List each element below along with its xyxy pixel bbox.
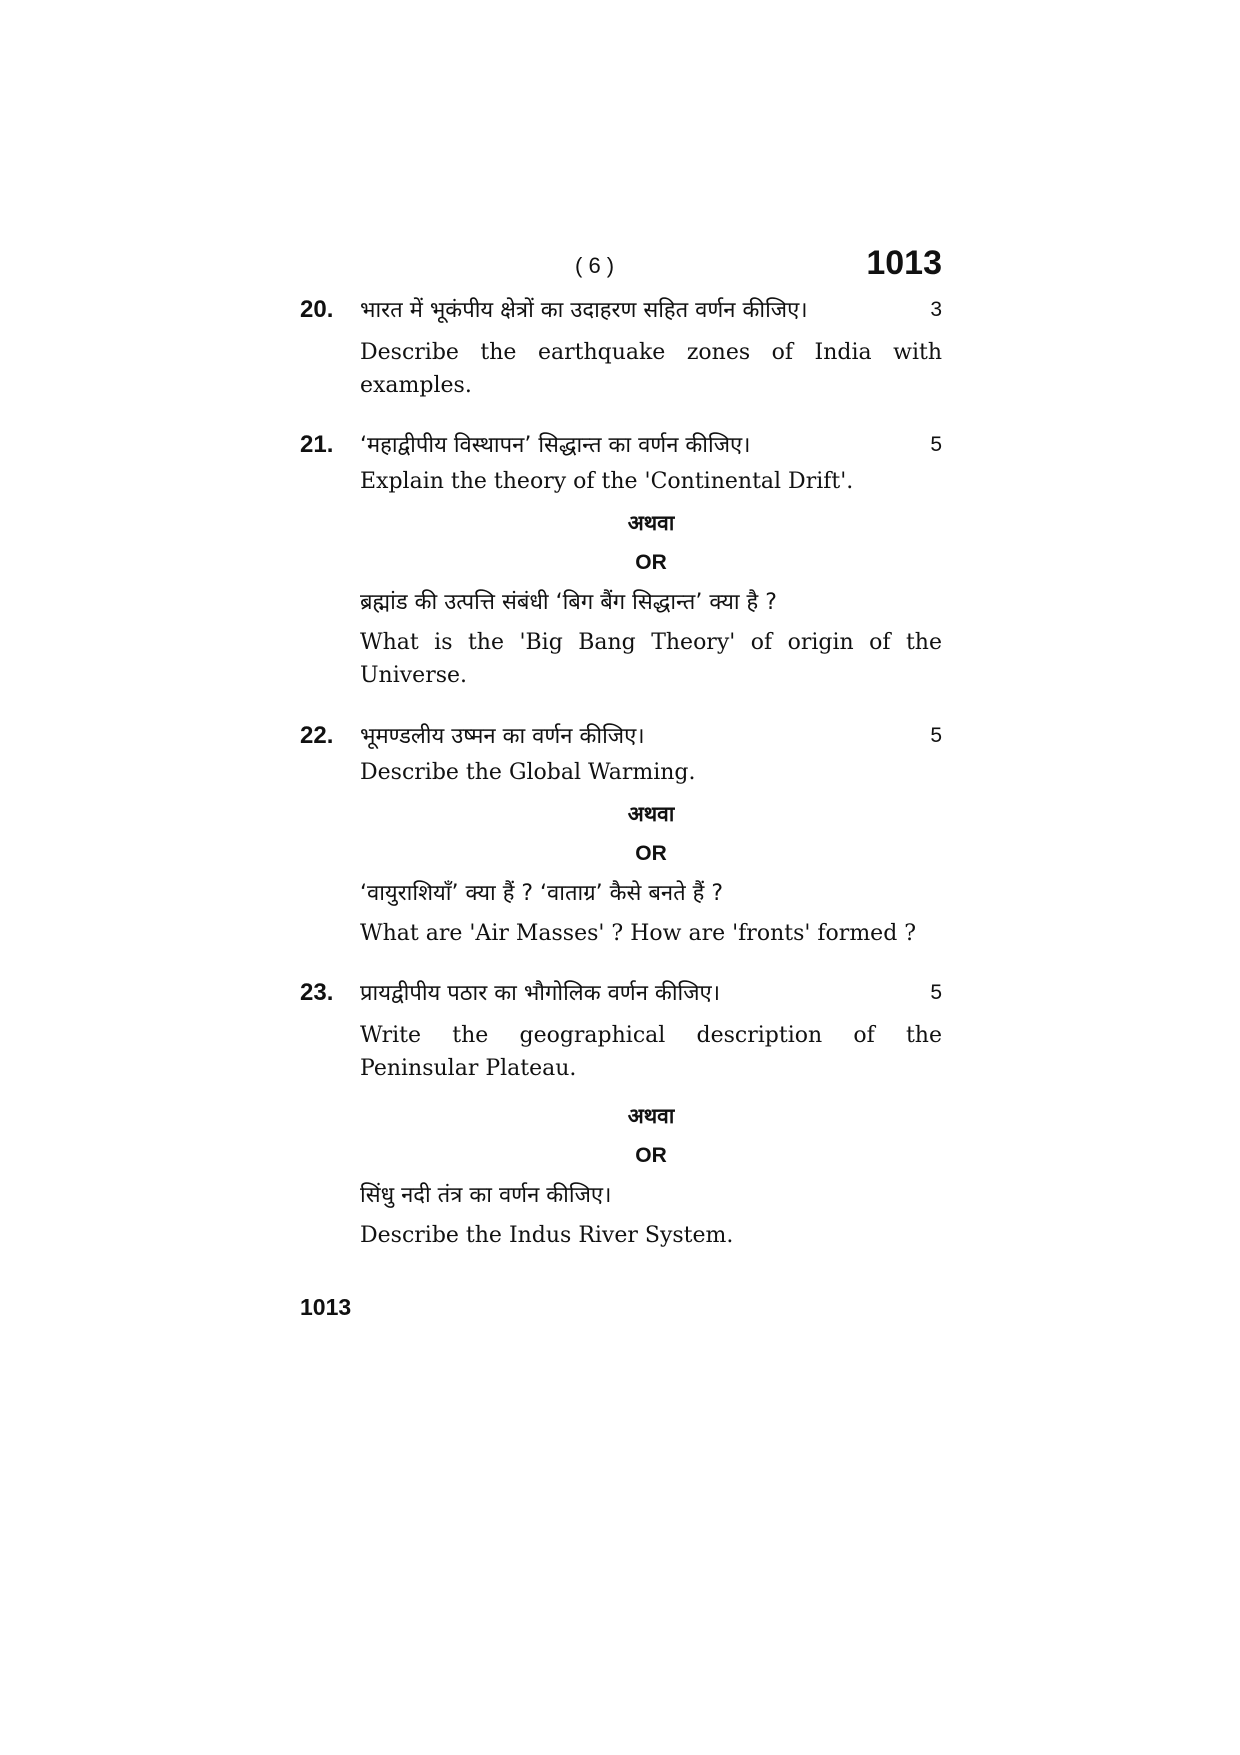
athva-label: अथवा [627, 511, 675, 535]
question-hindi: ‘महाद्वीपीय विस्थापन’ सिद्धान्त का वर्णन कीजिए। [360, 433, 751, 458]
alternative-question-hindi: ‘वायुराशियाँ’ क्या हैं ? ‘वाताग्र’ कैसे बनते हैं ? [360, 881, 724, 906]
alternative-question-english: What are 'Air Masses' ? How are 'fronts' formed ? [360, 921, 917, 946]
question-marks: 3 [930, 298, 942, 321]
athva-label: अथवा [627, 1104, 675, 1128]
page-number: ( 6 ) [575, 253, 615, 278]
question-hindi: भूमण्डलीय उष्मन का वर्णन कीजिए। [360, 724, 645, 749]
or-label: OR [635, 1144, 667, 1167]
question-number: 20. [300, 296, 334, 323]
athva-label: अथवा [627, 802, 675, 826]
question-marks: 5 [930, 433, 942, 456]
question-english: Describe the earthquake zones of India with examples. [360, 340, 942, 398]
question-21 [300, 429, 942, 692]
question-22 [300, 720, 942, 950]
question-number: 21. [300, 431, 334, 458]
question-english: Write the geographical description of the Peninsular Plateau. [360, 1023, 942, 1081]
question-number: 23. [300, 979, 334, 1006]
or-label: OR [635, 842, 667, 865]
question-20 [300, 294, 942, 402]
question-english: Explain the theory of the 'Continental Drift'. [360, 469, 854, 494]
question-23 [300, 977, 942, 1252]
alternative-question-english: Describe the Indus River System. [360, 1223, 734, 1248]
question-hindi: भारत में भूकंपीय क्षेत्रों का उदाहरण सहित वर्णन कीजिए। [360, 298, 808, 323]
paper-code-footer: 1013 [300, 1294, 352, 1320]
paper-code-header: 1013 [866, 244, 942, 282]
alternative-question-hindi: सिंधु नदी तंत्र का वर्णन कीजिए। [360, 1183, 612, 1208]
alternative-question-english: What is the 'Big Bang Theory' of origin of the Universe. [360, 630, 942, 688]
question-number: 22. [300, 722, 334, 749]
alternative-question-hindi: ब्रह्मांड की उत्पत्ति संबंधी ‘बिग बैंग सिद्धान्त’ क्या है ? [360, 590, 777, 615]
question-hindi: प्रायद्वीपीय पठार का भौगोलिक वर्णन कीजिए। [360, 981, 721, 1006]
or-label: OR [635, 551, 667, 574]
question-english: Describe the Global Warming. [360, 760, 696, 785]
question-marks: 5 [930, 724, 942, 747]
question-marks: 5 [930, 981, 942, 1004]
